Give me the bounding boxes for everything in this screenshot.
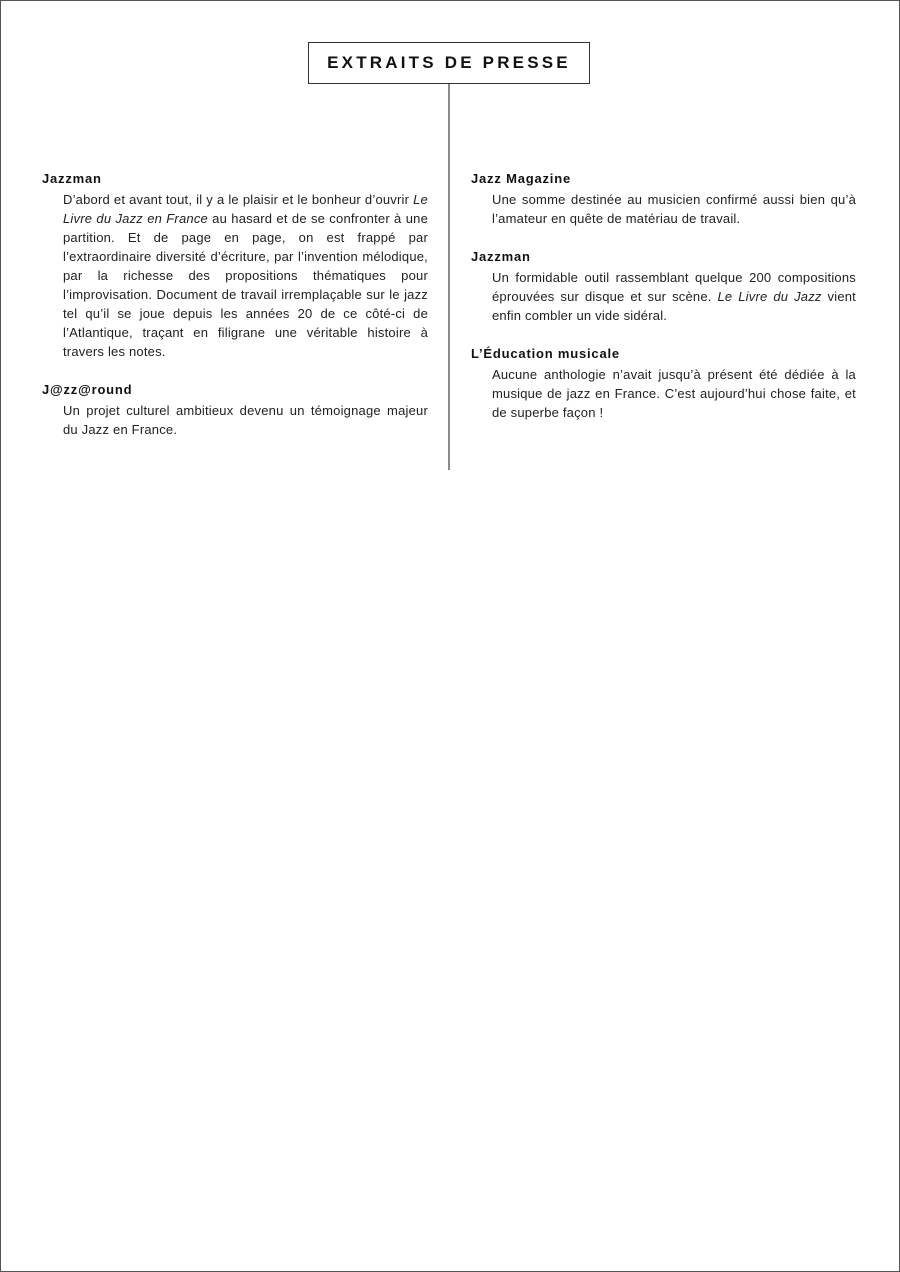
press-entry	[471, 170, 856, 228]
page-title-box	[308, 42, 590, 84]
column-divider	[448, 84, 450, 470]
press-source: Jazzman	[42, 171, 102, 186]
right-column	[471, 170, 856, 442]
press-entry	[42, 381, 428, 439]
press-source: Jazz Magazine	[471, 171, 571, 186]
page-title: EXTRAITS DE PRESSE	[327, 53, 571, 72]
quote-segment: Une somme destinée au musicien confirmé aussi bien qu’à l’amateur en quête de matériau de travail.	[492, 192, 856, 226]
left-column	[42, 170, 428, 459]
quote-segment: Un projet culturel ambitieux devenu un témoignage majeur du Jazz en France.	[63, 403, 428, 437]
press-entry	[471, 248, 856, 325]
press-quote	[492, 365, 856, 422]
quote-segment: au hasard et de se confronter à une partition. Et de page en page, on est frappé par l’extraordinaire diversité d’écriture, par l’invention mélodique, par la richesse des propositions thématiques pour l’improvisation. Document de travail irremplaçable sur le jazz tel qu’il se joue depuis les années 20 de ce côté-ci de l’Atlantique, traçant en filigrane une véritable histoire à travers les notes.	[63, 211, 428, 359]
press-quote	[63, 401, 428, 439]
quote-book-title: Le Livre du Jazz en France	[63, 192, 428, 226]
press-source: L’Éducation musicale	[471, 346, 620, 361]
quote-segment: vient enfin combler un vide sidéral.	[492, 289, 856, 323]
press-entry	[42, 170, 428, 361]
quote-segment: Un formidable outil rassemblant quelque 200 compositions éprouvées sur disque et sur scène.	[492, 270, 856, 304]
quote-segment: Aucune anthologie n’avait jusqu’à présent été dédiée à la musique de jazz en France. C’est aujourd’hui chose faite, et de superbe façon !	[492, 367, 856, 420]
press-quote	[63, 190, 428, 361]
press-quote	[492, 268, 856, 325]
quote-segment: D’abord et avant tout, il y a le plaisir et le bonheur d’ouvrir	[63, 192, 414, 207]
press-quote	[492, 190, 856, 228]
quote-book-title: Le Livre du Jazz	[717, 289, 822, 304]
press-source: Jazzman	[471, 249, 531, 264]
press-entry	[471, 345, 856, 422]
press-source: J@zz@round	[42, 382, 133, 397]
